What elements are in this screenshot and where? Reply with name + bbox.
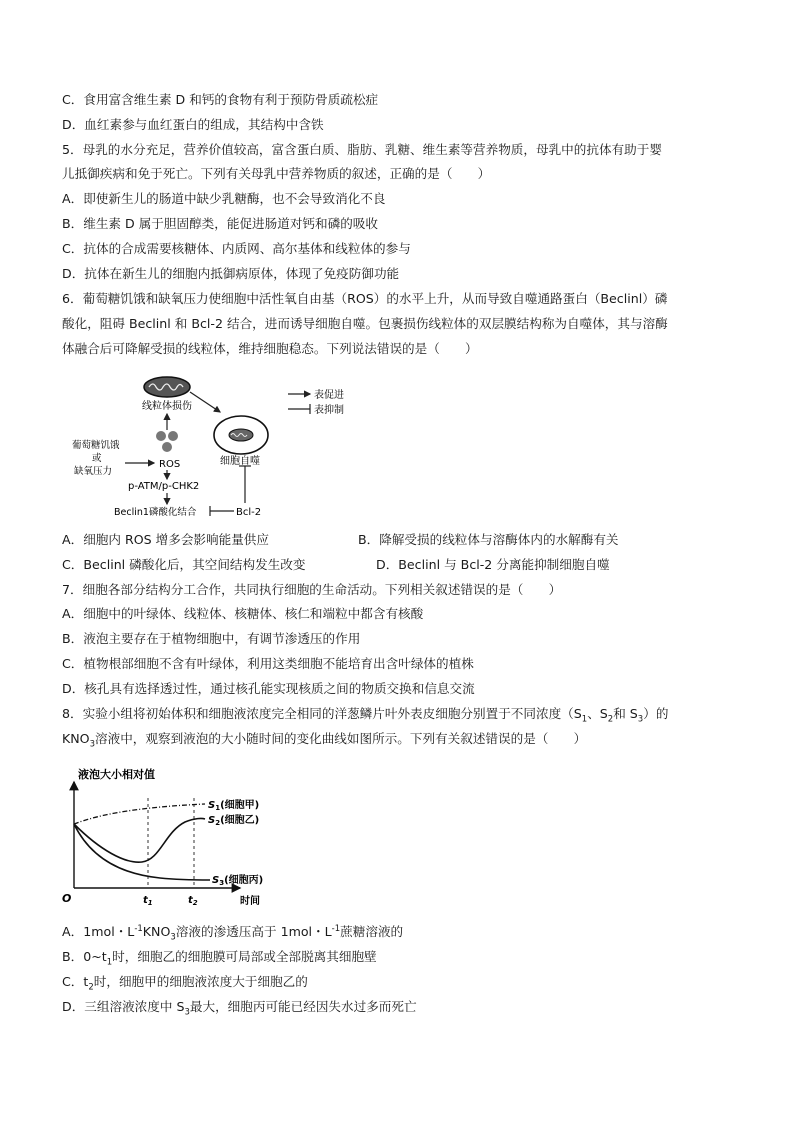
q5-option-d: D．抗体在新生儿的细胞内抵御病原体，体现了免疫防御功能 <box>62 266 400 281</box>
curve-s3 <box>74 824 210 880</box>
autophagosome-icon <box>214 416 268 454</box>
q7-option-b: B．液泡主要存在于植物细胞中，有调节渗透压的作用 <box>62 631 361 646</box>
q5-stem-line1: 5．母乳的水分充足，营养价值较高，富含蛋白质、脂肪、乳糖、维生素等营养物质，母乳中的抗体有助于婴 <box>62 142 662 157</box>
q7-option-d: D．核孔具有选择透过性，通过核孔能实现核质之间的物质交换和信息交流 <box>62 681 475 696</box>
q5-option-c: C．抗体的合成需要核糖体、内质网、高尔基体和线粒体的参与 <box>62 241 411 256</box>
q5-option-b: B．维生素 D 属于胆固醇类，能促进肠道对钙和磷的吸收 <box>62 216 378 231</box>
mitochondrion-icon <box>144 377 190 397</box>
t2-tick: $t_2$ <box>188 895 198 907</box>
q6-option-c: C．Beclinl 磷酸化后，其空间结构发生改变 <box>62 557 306 572</box>
mito-to-autophagy-arrow <box>190 392 220 412</box>
curve-s1 <box>74 804 205 824</box>
q6-option-d: D．Beclinl 与 Bcl-2 分离能抑制细胞自噬 <box>376 557 610 572</box>
autophagy-label: 细胞自噬 <box>220 456 260 467</box>
graph-x-label: 时间 <box>240 896 260 907</box>
graph-origin: O <box>62 892 72 905</box>
q6-option-b: B．降解受损的线粒体与溶酶体内的水解酶有关 <box>358 532 619 547</box>
autophagy-pathway-diagram <box>70 372 370 524</box>
mito-damage-label: 线粒体损伤 <box>142 401 192 412</box>
bcl2-label: Bcl-2 <box>236 507 262 518</box>
q7-option-a: A．细胞中的叶绿体、线粒体、核糖体、核仁和端粒中都含有核酸 <box>62 606 424 621</box>
ros-dots-icon <box>156 431 178 452</box>
s2-label: $S_2$(细胞乙) <box>208 815 260 827</box>
q6-stem-line2: 酸化，阻碍 Beclinl 和 Bcl-2 结合，进而诱导细胞自噬。包裹损伤线粒体的双层膜结构称为自噬体，其与溶酶 <box>62 316 668 331</box>
t1-tick: $t_1$ <box>143 895 153 907</box>
q8-option-d: D．三组溶液浓度中 $S_3$最大，细胞丙可能已经因失水过多而死亡 <box>62 999 417 1018</box>
legend-inhibit-label: 表抑制 <box>314 405 344 416</box>
q8-option-a: A．1mol・$L^{-1}KNO_3$溶液的渗透压高于 1mol・$L^{-1}$蔗糖溶液的 <box>62 923 404 943</box>
q6-option-a: A．细胞内 ROS 增多会影响能量供应 <box>62 532 269 547</box>
s1-label: $S_1$(细胞甲) <box>208 800 260 812</box>
atm-label: p-ATM/p-CHK2 <box>128 481 200 492</box>
q6-stem-line3: 体融合后可降解受损的线粒体，维持细胞稳态。下列说法错误的是（ ） <box>62 341 478 356</box>
q8-option-c: C．$t_2$时，细胞甲的细胞液浓度大于细胞乙的 <box>62 974 308 993</box>
q5-stem-line2: 儿抵御疾病和免于死亡。下列有关母乳中营养物质的叙述，正确的是（ ） <box>62 166 491 181</box>
s3-label: $S_3$(细胞丙) <box>212 875 264 887</box>
stress-label-3: 缺氧压力 <box>74 466 113 477</box>
q8-stem-line1: 8．实验小组将初始体积和细胞液浓度完全相同的洋葱鳞片叶外表皮细胞分别置于不同浓度（$S_1$、$S_2$和 $S_3$）的 <box>62 706 669 725</box>
q4-option-c: C．食用富含维生素 D 和钙的食物有利于预防骨质疏松症 <box>62 92 379 107</box>
q5-option-a: A．即使新生儿的肠道中缺少乳糖酶，也不会导致消化不良 <box>62 191 386 206</box>
graph-y-label: 液泡大小相对值 <box>78 768 155 781</box>
legend-promote-label: 表促进 <box>314 390 344 401</box>
q4-option-d: D．血红素参与血红蛋白的组成，其结构中含铁 <box>62 117 324 132</box>
q7-stem: 7．细胞各部分结构分工合作，共同执行细胞的生命活动。下列相关叙述错误的是（ ） <box>62 582 562 597</box>
stress-label-1: 葡萄糖饥饿 <box>72 440 120 451</box>
ros-label: ROS <box>159 459 181 470</box>
q7-option-c: C．植物根部细胞不含有叶绿体，利用这类细胞不能培育出含叶绿体的植株 <box>62 656 474 671</box>
curve-s2 <box>74 818 205 862</box>
q8-option-b: B．$0\sim t_1$时，细胞乙的细胞膜可局部或全部脱离其细胞壁 <box>62 949 377 968</box>
stress-label-2: 或 <box>92 453 102 464</box>
q8-stem-line2: $KNO_3$溶液中，观察到液泡的大小随时间的变化曲线如图所示。下列有关叙述错误的是（ ） <box>62 731 587 750</box>
vacuole-size-graph <box>60 762 290 910</box>
q6-stem-line1: 6．葡萄糖饥饿和缺氧压力使细胞中活性氧自由基（ROS）的水平上升，从而导致自噬通路蛋白（Beclinl）磷 <box>62 291 668 306</box>
beclin-label: Beclin1磷酸化结合 <box>114 507 197 518</box>
